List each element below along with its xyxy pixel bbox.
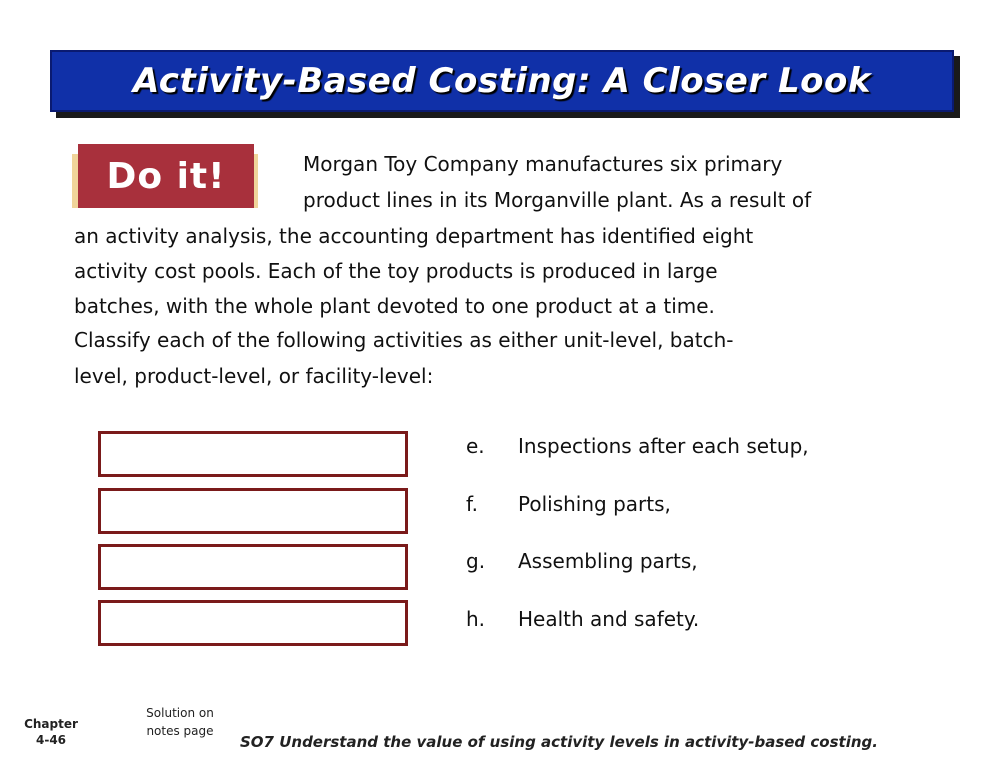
title-bar: [50, 50, 954, 112]
paragraph-line-5: batches, with the whole plant devoted to one product at a time.: [74, 294, 715, 318]
list-item-letter: g.: [466, 549, 486, 573]
chapter-label-text: Chapter: [24, 717, 78, 731]
do-it-badge: [72, 144, 258, 212]
chapter-number: 4-46: [35, 733, 67, 747]
study-objective: SO7 Understand the value of using activity levels in activity-based costing.: [240, 733, 878, 751]
answer-box-h[interactable]: [98, 600, 408, 646]
list-item-f: [466, 492, 671, 516]
list-item-g: [466, 549, 698, 573]
list-item-text: Health and safety.: [518, 607, 700, 631]
answer-box-f[interactable]: [98, 488, 408, 534]
solution-note-line-1: Solution on: [146, 706, 214, 720]
paragraph-line-2: product lines in its Morganville plant. As a result of: [303, 188, 812, 212]
do-it-badge-label-box: [78, 144, 254, 208]
list-item-letter: f.: [466, 492, 478, 516]
solution-note-line-2: notes page: [146, 724, 214, 738]
paragraph-line-7: level, product-level, or facility-level:: [74, 364, 434, 388]
list-item-text: Inspections after each setup,: [518, 434, 809, 458]
do-it-badge-text: Do it!: [106, 155, 226, 197]
paragraph-line-6: Classify each of the following activities as either unit-level, batch-: [74, 328, 734, 352]
list-item-letter: e.: [466, 434, 485, 458]
answer-box-g[interactable]: [98, 544, 408, 590]
list-item-text: Assembling parts,: [518, 549, 698, 573]
solution-note: [132, 704, 228, 740]
paragraph-line-3: an activity analysis, the accounting department has identified eight: [74, 224, 754, 248]
paragraph-line-4: activity cost pools. Each of the toy products is produced in large: [74, 259, 718, 283]
list-item-e: [466, 434, 809, 458]
answer-box-e[interactable]: [98, 431, 408, 477]
list-item-letter: h.: [466, 607, 486, 631]
list-item-h: [466, 607, 699, 631]
paragraph-line-1: Morgan Toy Company manufactures six primary: [303, 152, 783, 176]
chapter-label: [22, 716, 80, 748]
slide-title: Activity-Based Costing: A Closer Look: [133, 61, 871, 101]
list-item-text: Polishing parts,: [518, 492, 671, 516]
